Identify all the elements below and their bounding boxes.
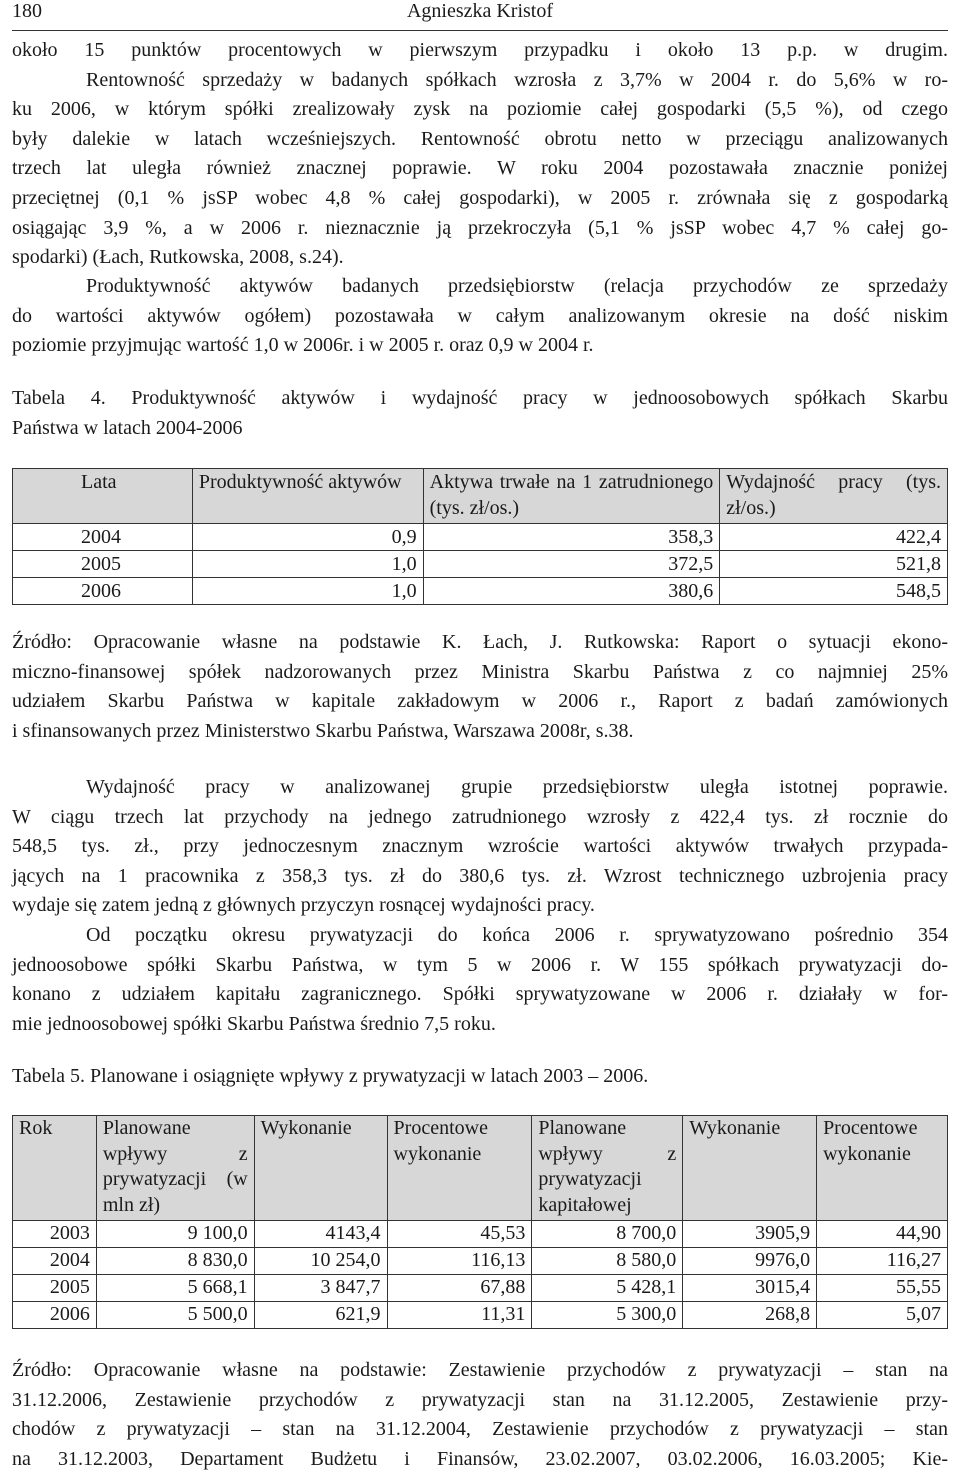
table-cell: 2006 xyxy=(13,578,193,605)
table-cell: 0,9 xyxy=(192,524,423,551)
table-cell: 1,0 xyxy=(192,578,423,605)
table-row xyxy=(13,551,948,578)
table-header-cell: Wykonanie xyxy=(683,1116,817,1221)
table-header-row xyxy=(13,1116,948,1221)
table-row xyxy=(13,1275,948,1302)
table-cell: 116,27 xyxy=(817,1248,948,1275)
table-cell: 268,8 xyxy=(683,1302,817,1329)
text-line: ku 2006, w którym spółki zrealizowały zysk na poziomie całej gospodarki (5,5 %), od czego xyxy=(12,98,948,121)
table-header-cell: Planowane wpływy z prywatyzacji kapitałowej xyxy=(532,1116,683,1221)
table-header-cell: Aktywa trwałe na 1 zatrudnionego (tys. zł/os.) xyxy=(423,469,720,524)
table-cell: 8 700,0 xyxy=(532,1221,683,1248)
table-header-cell: Wydajność pracy (tys. zł/os.) xyxy=(720,469,948,524)
source-line: chodów z prywatyzacji – stan na 31.12.2004, Zestawienie przychodów z prywatyzacji – stan xyxy=(12,1418,948,1441)
table-header-cell: Lata xyxy=(13,469,193,524)
table-cell: 8 580,0 xyxy=(532,1248,683,1275)
table-cell: 2003 xyxy=(13,1221,97,1248)
table-cell: 2004 xyxy=(13,1248,97,1275)
source-line: Źródło: Opracowanie własne na podstawie K. Łach, J. Rutkowska: Raport o sytuacji ekono- xyxy=(12,631,948,653)
table5-caption xyxy=(12,1062,948,1092)
text-line: Produktywność aktywów badanych przedsiębiorstw (relacja przychodów ze sprzedaży xyxy=(86,275,948,297)
paragraph-profitability xyxy=(12,36,948,273)
table-header-cell: Planowane wpływy z prywatyzacji (w mln zł) xyxy=(96,1116,254,1221)
table-cell: 2004 xyxy=(13,524,193,551)
table-cell: 44,90 xyxy=(817,1221,948,1248)
paragraph-labour-productivity xyxy=(12,773,948,921)
table-4 xyxy=(12,468,948,605)
text-line: poziomie przyjmując wartość 1,0 w 2006r. i w 2005 r. oraz 0,9 w 2004 r. xyxy=(12,334,594,357)
source-line: na 31.12.2003, Departament Budżetu i Finansów, 23.02.2007, 03.02.2006, 16.03.2005; Kie- xyxy=(12,1447,948,1470)
table-cell: 10 254,0 xyxy=(254,1248,387,1275)
table-cell: 67,88 xyxy=(387,1275,532,1302)
table-cell: 8 830,0 xyxy=(96,1248,254,1275)
table-cell: 5,07 xyxy=(817,1302,948,1329)
table-row xyxy=(13,578,948,605)
table-5 xyxy=(12,1115,948,1329)
table-cell: 3 847,7 xyxy=(254,1275,387,1302)
text-line: Rentowność sprzedaży w badanych spółkach wzrosła z 3,7% w 2004 r. do 5,6% w ro- xyxy=(86,68,948,91)
table-cell: 358,3 xyxy=(423,524,720,551)
table-cell: 548,5 xyxy=(720,578,948,605)
table5-source xyxy=(12,1356,948,1474)
table-header-row xyxy=(13,469,948,524)
source-line: miczno-finansowej spółek nadzorowanych przez Ministra Skarbu Państwa z co najmniej 25% xyxy=(12,660,948,683)
text-line: jednoosobowe spółki Skarbu Państwa, w tym 5 w 2006 r. W 155 spółkach prywatyzacji do- xyxy=(12,953,948,976)
table-cell: 2005 xyxy=(13,1275,97,1302)
source-line: udziałem Skarbu Państwa w kapitale zakładowym w 2006 r., Raport z badań zamówionych xyxy=(12,690,948,713)
text-line: trzech lat uległa również znacznej poprawie. W roku 2004 pozostawała znacznie poniżej xyxy=(12,157,948,180)
caption-line: Tabela 5. Planowane i osiągnięte wpływy z prywatyzacji w latach 2003 – 2006. xyxy=(12,1065,649,1087)
table-cell: 9 100,0 xyxy=(96,1221,254,1248)
table-cell: 5 500,0 xyxy=(96,1302,254,1329)
table-cell: 5 428,1 xyxy=(532,1275,683,1302)
table-header-cell: Procentowe wykonanie xyxy=(387,1116,532,1221)
running-header-author: Agnieszka Kristof xyxy=(406,0,554,22)
table4-source xyxy=(12,628,948,746)
text-line: Wydajność pracy w analizowanej grupie przedsiębiorstw uległa istotnej poprawie. xyxy=(86,776,948,798)
table-cell: 3905,9 xyxy=(683,1221,817,1248)
table-cell: 2006 xyxy=(13,1302,97,1329)
text-line: przeciętnej (0,1 % jsSP wobec 4,8 % całej gospodarki), w 2005 r. zrównała się z gospodarką xyxy=(12,186,948,209)
source-line: i sfinansowanych przez Ministerstwo Skarbu Państwa, Warszawa 2008r, s.38. xyxy=(12,719,634,742)
text-line: około 15 punktów procentowych w pierwszym przypadku i około 13 p.p. w drugim. xyxy=(12,39,948,61)
table-cell: 55,55 xyxy=(817,1275,948,1302)
text-line: mie jednoosobowej spółki Skarbu Państwa średnio 7,5 roku. xyxy=(12,1012,496,1035)
table-header-cell: Wykonanie xyxy=(254,1116,387,1221)
table-cell: 621,9 xyxy=(254,1302,387,1329)
paragraph-privatization xyxy=(12,921,948,1039)
table-header-cell: Rok xyxy=(13,1116,97,1221)
running-header xyxy=(12,0,948,31)
table-header-cell: Produktywność aktywów xyxy=(192,469,423,524)
text-line: konano z udziałem kapitału zagranicznego. Spółki sprywatyzowane w 2006 r. działały w for- xyxy=(12,983,948,1006)
table-cell: 9976,0 xyxy=(683,1248,817,1275)
table-cell: 521,8 xyxy=(720,551,948,578)
table-cell: 2005 xyxy=(13,551,193,578)
table-cell: 116,13 xyxy=(387,1248,532,1275)
text-line: jących na 1 pracownika z 358,3 tys. zł do 380,6 tys. zł. Wzrost technicznego uzbrojenia pracy xyxy=(12,864,948,887)
table-cell: 1,0 xyxy=(192,551,423,578)
table-cell: 3015,4 xyxy=(683,1275,817,1302)
table-row xyxy=(13,1221,948,1248)
table-cell: 45,53 xyxy=(387,1221,532,1248)
table-cell: 380,6 xyxy=(423,578,720,605)
table-row xyxy=(13,524,948,551)
caption-line: Państwa w latach 2004-2006 xyxy=(12,416,243,439)
text-line: do wartości aktywów ogółem) pozostawała w całym analizowanym okresie na dość niskim xyxy=(12,304,948,327)
paragraph-asset-productivity xyxy=(12,272,948,361)
table-row xyxy=(13,1248,948,1275)
text-line: spodarki) (Łach, Rutkowska, 2008, s.24). xyxy=(12,246,344,269)
table-cell: 11,31 xyxy=(387,1302,532,1329)
text-line: osiągając 3,9 %, a w 2006 r. nieznacznie ją przekroczyła (5,1 % jsSP wobec 4,7 % całej go- xyxy=(12,216,948,239)
table-cell: 372,5 xyxy=(423,551,720,578)
page-number: 180 xyxy=(12,0,42,22)
text-line: Od początku okresu prywatyzacji do końca 2006 r. sprywatyzowano pośrednio 354 xyxy=(86,924,948,946)
caption-line: Tabela 4. Produktywność aktywów i wydajność pracy w jednoosobowych spółkach Skarbu xyxy=(12,387,948,409)
text-line: były dalekie w latach wcześniejszych. Rentowność obrotu netto w przeciągu analizowanych xyxy=(12,127,948,150)
table-cell: 422,4 xyxy=(720,524,948,551)
table-header-cell: Procentowe wykonanie xyxy=(817,1116,948,1221)
table4-caption xyxy=(12,384,948,443)
table-cell: 5 668,1 xyxy=(96,1275,254,1302)
text-line: wydaje się zatem jedną z głównych przyczyn rosnącej wydajności pracy. xyxy=(12,894,595,917)
source-line: 31.12.2006, Zestawienie przychodów z prywatyzacji stan na 31.12.2005, Zestawienie przy- xyxy=(12,1388,948,1411)
text-line: 548,5 tys. zł., przy jednoczesnym znacznym wzroście wartości aktywów trwałych przypada- xyxy=(12,835,948,858)
text-line: W ciągu trzech lat przychody na jednego zatrudnionego wzrosły z 422,4 tys. zł rocznie do xyxy=(12,805,948,828)
table-cell: 5 300,0 xyxy=(532,1302,683,1329)
table-row xyxy=(13,1302,948,1329)
source-line: Źródło: Opracowanie własne na podstawie: Zestawienie przychodów z prywatyzacji – stan na xyxy=(12,1359,948,1381)
table-cell: 4143,4 xyxy=(254,1221,387,1248)
